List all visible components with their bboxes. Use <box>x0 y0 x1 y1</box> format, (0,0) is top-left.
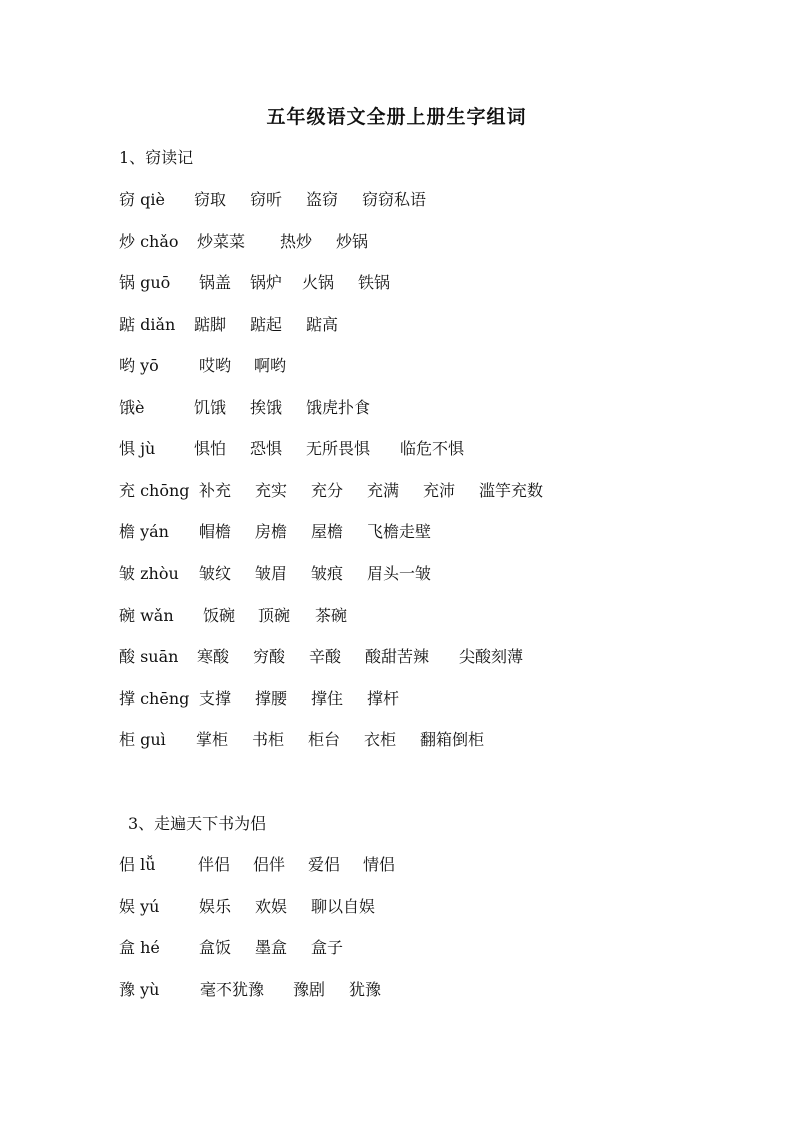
vocab-word: 热炒 <box>280 232 313 251</box>
vocab-word: 补充 <box>199 481 232 500</box>
vocab-word: 滥竽充数 <box>479 481 544 500</box>
vocab-words <box>194 436 464 462</box>
vocab-word: 聊以自娱 <box>311 897 376 916</box>
vocab-word: 尖酸刻薄 <box>459 647 524 666</box>
vocab-word: 欢娱 <box>255 897 288 916</box>
vocab-word: 盗窃 <box>306 190 339 209</box>
vocab-char: 哟 yō <box>119 356 159 375</box>
vocab-word: 充满 <box>367 481 400 500</box>
vocab-word: 皱眉 <box>255 564 288 583</box>
vocab-char: 碗 wǎn <box>119 606 174 625</box>
vocab-char: 锅 guō <box>119 273 171 292</box>
vocab-word: 饥饿 <box>194 398 227 417</box>
vocab-word: 恐惧 <box>250 439 283 458</box>
vocab-word: 书柜 <box>252 730 285 749</box>
vocab-char: 充 chōng <box>119 481 190 500</box>
vocab-words <box>199 519 431 545</box>
vocab-word: 锅盖 <box>199 273 232 292</box>
vocab-word: 惧怕 <box>194 439 227 458</box>
vocab-word: 充实 <box>255 481 288 500</box>
document-title: 五年级语文全册上册生字组词 <box>266 106 527 128</box>
vocab-word: 房檐 <box>255 522 288 541</box>
vocab-word: 眉头一皱 <box>367 564 432 583</box>
vocab-word: 盒子 <box>311 938 344 957</box>
vocab-words <box>199 686 399 712</box>
vocab-word: 充沛 <box>423 481 456 500</box>
vocab-word: 炒菜菜 <box>197 232 246 251</box>
vocab-words <box>196 727 484 753</box>
vocab-word: 飞檐走壁 <box>367 522 432 541</box>
vocab-word: 穷酸 <box>253 647 286 666</box>
vocab-word: 哎哟 <box>199 356 232 375</box>
vocab-word: 侣伴 <box>253 855 286 874</box>
vocab-word: 墨盒 <box>255 938 288 957</box>
vocab-word: 饿虎扑食 <box>306 398 371 417</box>
vocab-word: 撑杆 <box>367 689 400 708</box>
vocab-word: 毫不犹豫 <box>200 980 265 999</box>
vocab-word: 帽檐 <box>199 522 232 541</box>
vocab-word: 盒饭 <box>199 938 232 957</box>
vocab-word: 掌柜 <box>196 730 229 749</box>
vocab-words <box>199 935 343 961</box>
vocab-word: 踮起 <box>250 315 283 334</box>
vocab-word: 支撑 <box>199 689 232 708</box>
vocab-word: 屋檐 <box>311 522 344 541</box>
vocab-word: 窃听 <box>250 190 283 209</box>
vocab-word: 柜台 <box>308 730 341 749</box>
vocab-word: 寒酸 <box>197 647 230 666</box>
vocab-word: 顶碗 <box>258 606 291 625</box>
vocab-char: 檐 yán <box>119 522 169 541</box>
vocab-words <box>194 187 426 213</box>
vocab-word: 啊哟 <box>254 356 287 375</box>
vocab-word: 撑住 <box>311 689 344 708</box>
vocab-char: 娱 yú <box>119 897 160 916</box>
vocab-words <box>194 395 370 421</box>
vocab-word: 窃取 <box>194 190 227 209</box>
vocab-words <box>197 644 523 670</box>
vocab-word: 茶碗 <box>315 606 348 625</box>
vocab-word: 饭碗 <box>203 606 236 625</box>
vocab-word: 爱侣 <box>308 855 341 874</box>
vocab-word: 情侣 <box>363 855 396 874</box>
vocab-char: 饿è <box>119 398 145 417</box>
section-heading: 3、走遍天下书为侣 <box>128 814 267 833</box>
vocab-words <box>199 478 543 504</box>
vocab-char: 踮 diǎn <box>119 315 176 334</box>
vocab-char: 柜 guì <box>119 730 166 749</box>
vocab-char: 撑 chēng <box>119 689 190 708</box>
vocab-word: 豫剧 <box>293 980 326 999</box>
vocab-word: 辛酸 <box>309 647 342 666</box>
vocab-word: 犹豫 <box>349 980 382 999</box>
vocab-words <box>198 852 395 878</box>
vocab-words <box>197 229 368 255</box>
section-heading: 1、窃读记 <box>119 148 194 167</box>
vocab-word: 窃窃私语 <box>362 190 427 209</box>
vocab-char: 盒 hé <box>119 938 160 957</box>
vocab-char: 酸 suān <box>119 647 179 666</box>
vocab-word: 皱痕 <box>311 564 344 583</box>
vocab-char: 侣 lǚ <box>119 855 156 874</box>
vocab-word: 酸甜苦辣 <box>365 647 430 666</box>
vocab-words <box>199 270 390 296</box>
vocab-word: 伴侣 <box>198 855 231 874</box>
vocab-char: 豫 yù <box>119 980 160 999</box>
vocab-word: 无所畏惧 <box>306 439 371 458</box>
vocab-words <box>199 353 286 379</box>
vocab-word: 翻箱倒柜 <box>420 730 485 749</box>
vocab-word: 挨饿 <box>250 398 283 417</box>
vocab-word: 踮脚 <box>194 315 227 334</box>
vocab-word: 娱乐 <box>199 897 232 916</box>
vocab-word: 锅炉 <box>250 273 283 292</box>
vocab-words <box>199 894 375 920</box>
vocab-word: 充分 <box>311 481 344 500</box>
vocab-char: 惧 jù <box>119 439 156 458</box>
vocab-word: 撑腰 <box>255 689 288 708</box>
vocab-words <box>194 312 338 338</box>
vocab-char: 窃 qiè <box>119 190 165 209</box>
vocab-word: 临危不惧 <box>400 439 465 458</box>
vocab-words <box>199 561 431 587</box>
vocab-word: 踮高 <box>306 315 339 334</box>
vocab-char: 炒 chǎo <box>119 232 179 251</box>
vocab-char: 皱 zhòu <box>119 564 179 583</box>
vocab-word: 衣柜 <box>364 730 397 749</box>
vocab-word: 火锅 <box>302 273 335 292</box>
vocab-word: 铁锅 <box>358 273 391 292</box>
vocab-word: 炒锅 <box>336 232 369 251</box>
vocab-words <box>203 603 347 629</box>
vocab-words <box>200 977 381 1003</box>
vocab-word: 皱纹 <box>199 564 232 583</box>
